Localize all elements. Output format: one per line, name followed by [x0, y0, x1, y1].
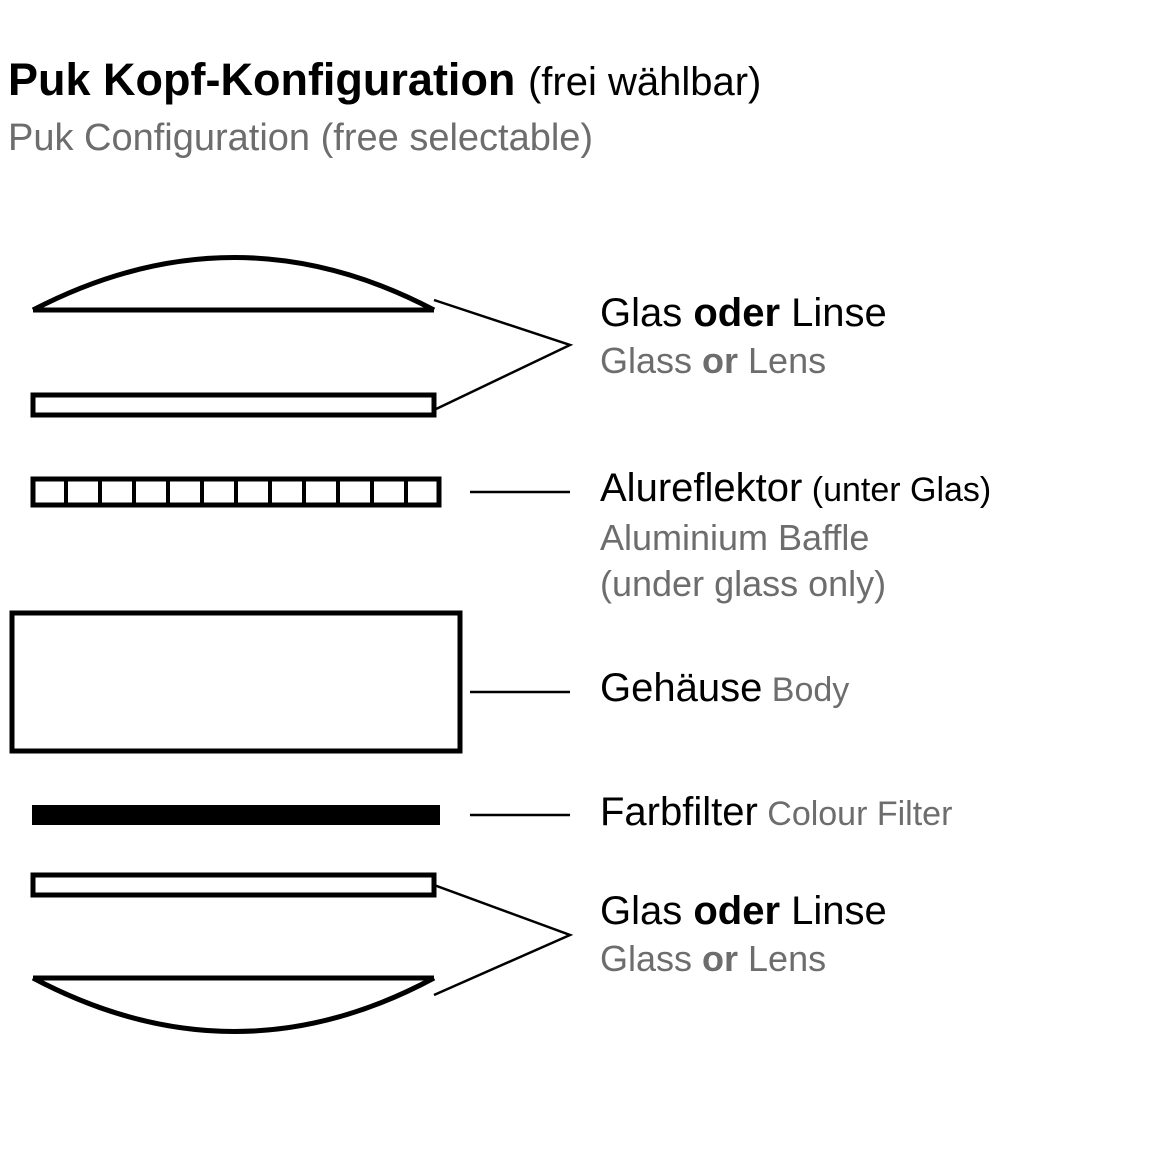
label-lens-top-german-1: Glas	[600, 291, 694, 335]
page-title-english: Puk Configuration (free selectable)	[8, 117, 594, 159]
label-filter-german-text: Farbfilter	[600, 790, 758, 834]
label-lens-bottom-english-1: Glass	[600, 938, 703, 979]
convex-lens-top-icon	[33, 258, 434, 311]
housing-body-icon	[12, 613, 460, 751]
label-body-german	[600, 663, 849, 715]
leader-bracket-lens-bottom	[434, 885, 570, 995]
page-title-german-main: Puk Kopf-Konfiguration	[8, 54, 516, 105]
label-body-german-text: Gehäuse	[600, 666, 763, 710]
glass-plate-top-icon	[33, 395, 434, 415]
label-aluminium-baffle	[600, 463, 991, 607]
label-lens-bottom-german-1: Glas	[600, 889, 694, 933]
label-lens-bottom-german-2: Linse	[780, 889, 887, 933]
label-filter-german	[600, 787, 952, 839]
aluminium-baffle-icon	[33, 479, 439, 505]
label-reflector-german-main: Alureflektor	[600, 466, 803, 510]
glass-plate-bottom-icon	[33, 875, 434, 895]
label-housing-body	[600, 663, 849, 715]
label-reflector-german-note: (unter Glas)	[802, 471, 992, 509]
label-lens-top-english	[600, 338, 887, 384]
leader-bracket-lens-top	[434, 300, 570, 410]
label-reflector-english-line2: (under glass only)	[600, 563, 887, 604]
label-body-english-text: Body	[762, 671, 850, 709]
label-lens-bottom-english-2: Lens	[738, 938, 827, 979]
label-filter-english-text: Colour Filter	[757, 795, 953, 833]
label-lens-bottom-english-bold: or	[702, 938, 739, 979]
convex-lens-bottom-icon	[33, 978, 434, 1032]
label-lens-top-english-2: Lens	[738, 340, 827, 381]
label-lens-bottom	[600, 886, 887, 982]
label-colour-filter	[600, 787, 952, 839]
page-title-german-note: (frei wählbar)	[527, 60, 762, 104]
label-lens-top-german-2: Linse	[780, 291, 887, 335]
label-lens-top-german-bold: oder	[693, 291, 781, 335]
label-lens-bottom-german	[600, 886, 887, 936]
label-reflector-german	[600, 463, 991, 515]
label-lens-top	[600, 288, 887, 384]
label-reflector-english-line1: Aluminium Baffle	[600, 517, 870, 558]
label-lens-top-english-1: Glass	[600, 340, 703, 381]
label-lens-top-english-bold: or	[702, 340, 739, 381]
label-lens-top-german	[600, 288, 887, 338]
label-lens-bottom-english	[600, 936, 887, 982]
label-lens-bottom-german-bold: oder	[693, 889, 781, 933]
colour-filter-icon	[33, 806, 439, 824]
